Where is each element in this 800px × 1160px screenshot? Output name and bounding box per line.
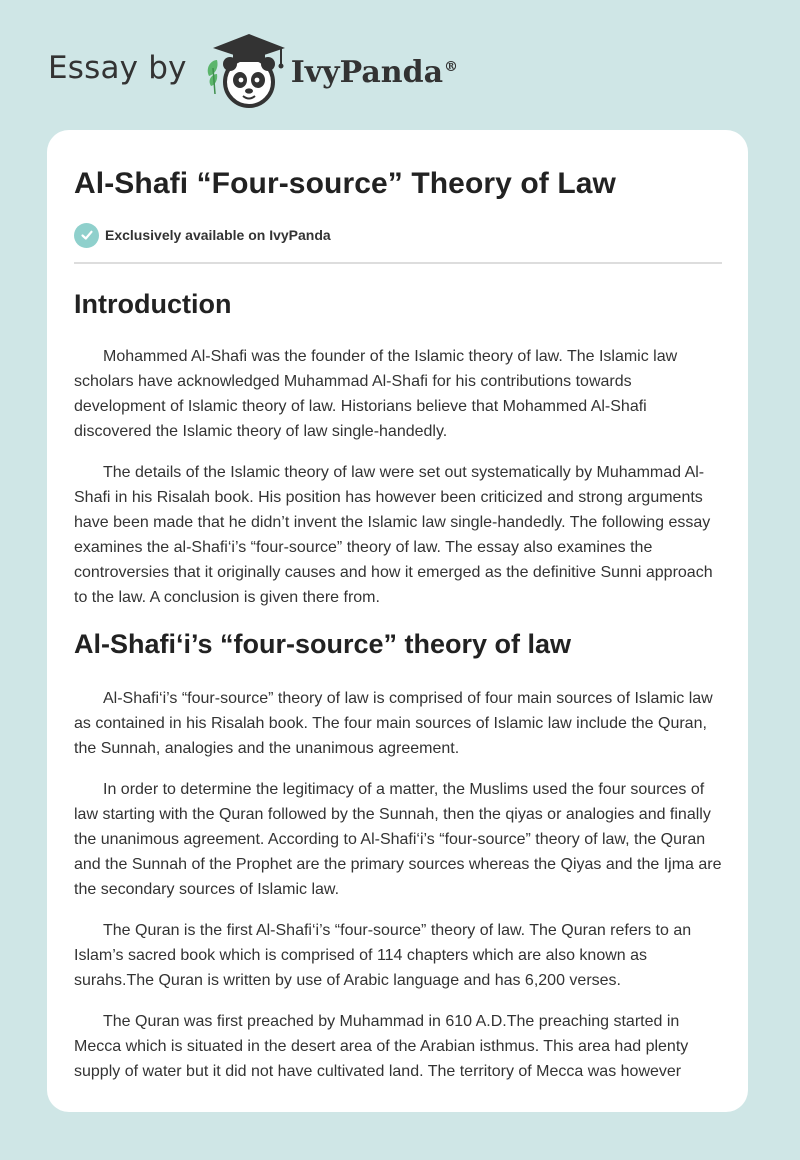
divider (74, 262, 722, 264)
brand-name[interactable] (291, 55, 458, 90)
paragraph: The details of the Islamic theory of law were set out systematically by Muhammad Al-Shafi in his Risalah book. His position has however been criticized and strong arguments have been made that he didn’t invent the Islamic law single-handedly. The following essay examines the al-Shafi‘i’s “four-source” theory of law. The essay also examines the controversies that it originally causes and how it emerged as the definitive Sunni approach to the law. A conclusion is given there from. (74, 464, 713, 606)
check-icon (74, 223, 99, 248)
exclusive-badge (74, 222, 722, 248)
paragraph: Mohammed Al-Shafi was the founder of the Islamic theory of law. The Islamic law scholars have acknowledged Muhammad Al-Shafi for his contributions towards development of Islamic theory of law. Historians believe that Mohammed Al-Shafi discovered the Islamic theory of law single-handedly. (74, 348, 678, 440)
page-title: Al-Shafi “Four-source” Theory of Law (74, 167, 616, 200)
section-heading-introduction: Introduction (74, 289, 232, 319)
section-heading-four-source-theory: Al-Shafi‘i’s “four-source” theory of law (74, 629, 572, 659)
paragraph: The Quran was first preached by Muhammad in 610 A.D.The preaching started in Mecca which is situated in the desert area of the Arabian isthmus. This area had plenty supply of water but it did not have cultivated land. The territory of Mecca was however (74, 1013, 689, 1080)
essay-card (47, 130, 748, 1112)
paragraph: Al-Shafi‘i’s “four-source” theory of law is comprised of four main sources of Islamic law as contained in his Risalah book. The four main sources of Islamic law include the Quran, the Sunnah, analogies and the unanimous agreement. (74, 690, 713, 757)
panda-logo-icon[interactable] (203, 30, 289, 110)
paragraph: In order to determine the legitimacy of a matter, the Muslims used the four sources of law starting with the Quran followed by the Sunnah, then the qiyas or analogies and finally the unanimous agreement. According to Al-Shafi‘i’s “four-source” theory of law, the Quran and the Sunnah of the Prophet are the primary sources whereas the Qiyas and the Ijma are the secondary sources of Islamic law. (74, 781, 722, 898)
brand-name-text: IvyPanda (290, 54, 444, 90)
site-header (48, 30, 458, 110)
brand-prefix: Essay by (48, 50, 187, 86)
exclusive-label: Exclusively available on IvyPanda (105, 227, 331, 243)
registered-mark: ® (444, 58, 459, 75)
paragraph: The Quran is the first Al-Shafi‘i’s “four-source” theory of law. The Quran refers to an Islam’s sacred book which is comprised of 114 chapters which are also known as surahs.The Quran is written by use of Arabic language and has 6,200 verses. (74, 922, 692, 989)
